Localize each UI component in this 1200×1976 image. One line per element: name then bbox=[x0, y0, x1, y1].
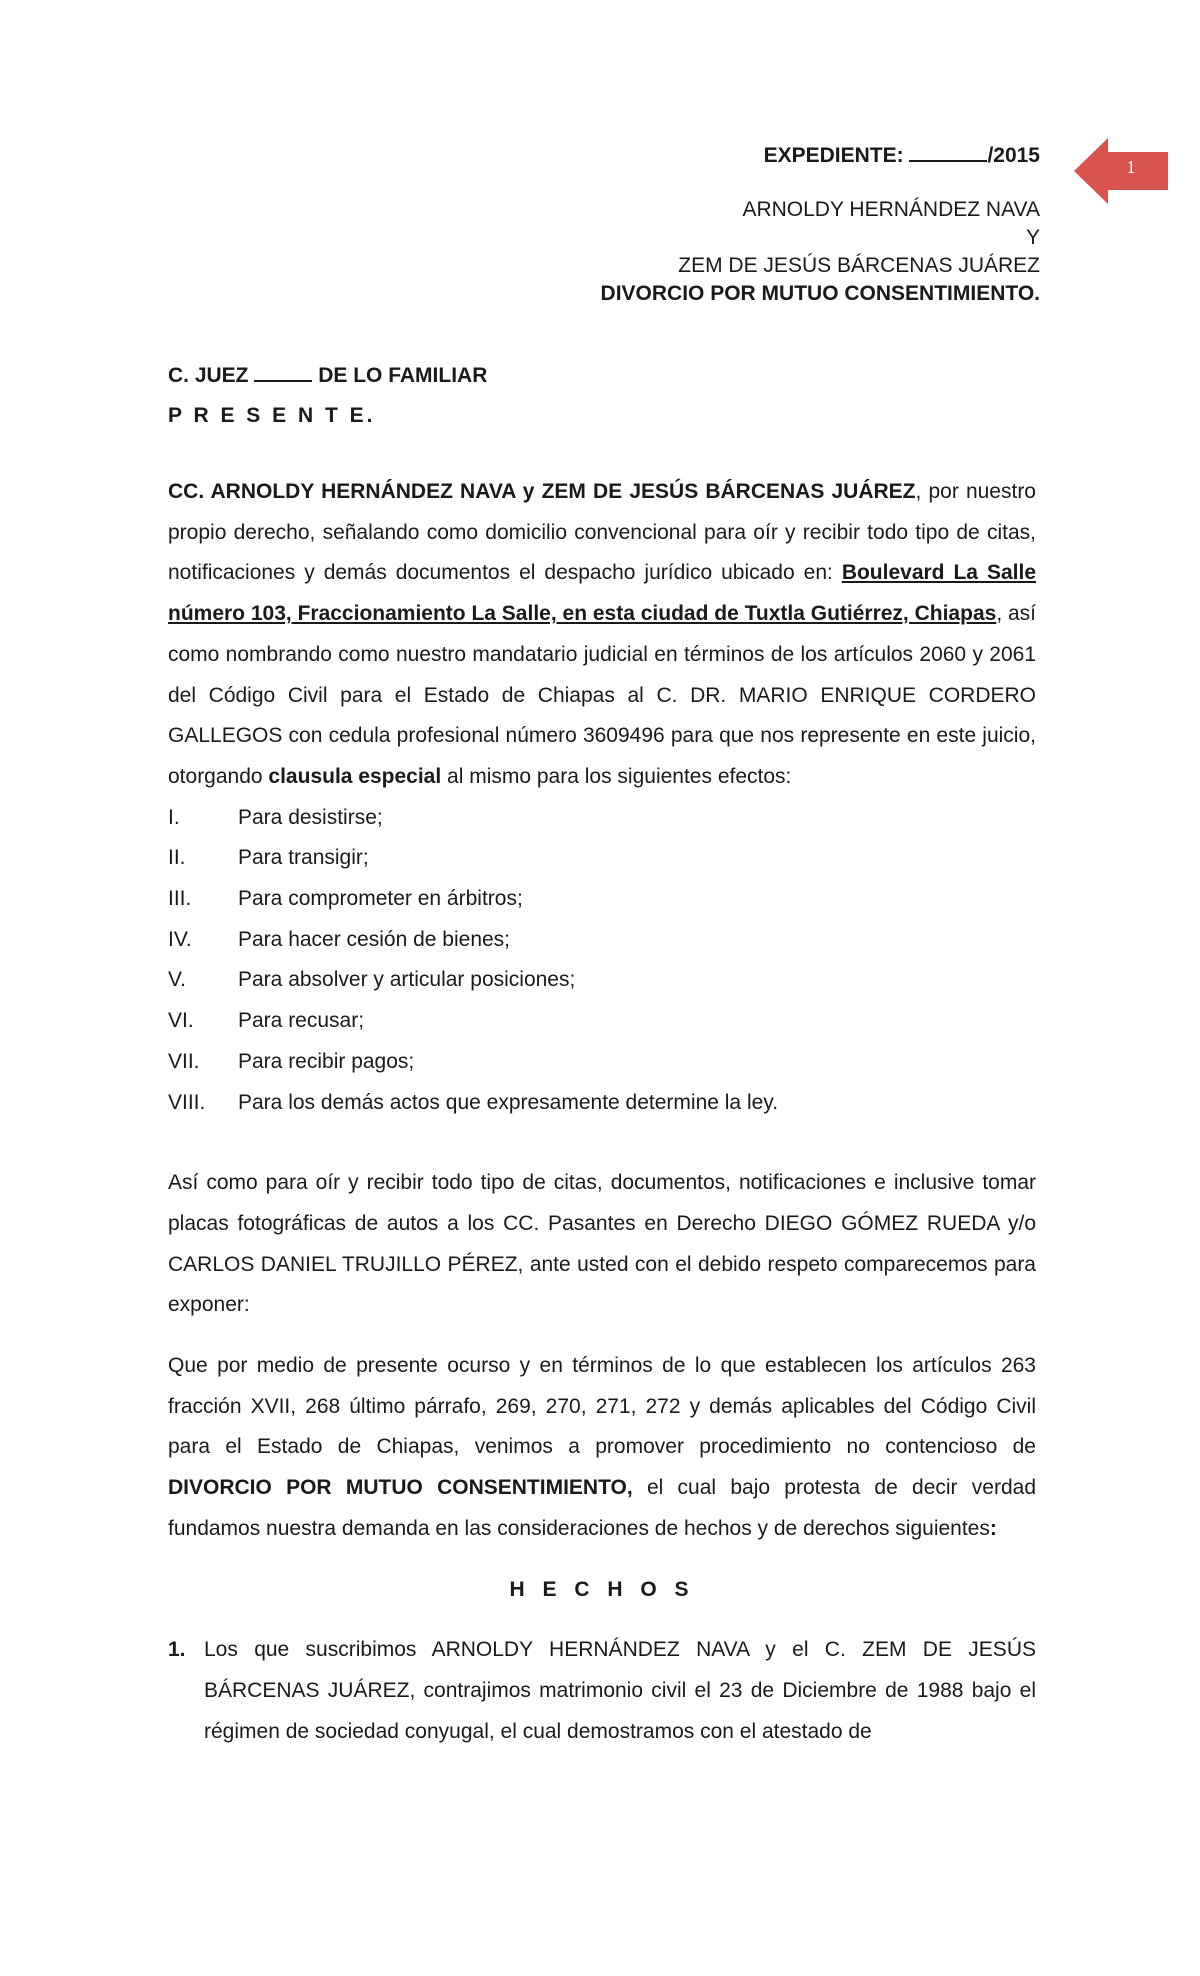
list-item bbox=[168, 798, 1036, 839]
expediente-label: EXPEDIENTE: bbox=[763, 144, 904, 167]
intro-text-1: , por nuestro propio derecho, señalando como domicilio convencional para oír y recibir todo tipo de citas, notificaciones y demás documentos el despacho jurídico ubicado en: bbox=[168, 480, 1036, 585]
party-conjunction: Y bbox=[1025, 226, 1040, 249]
list-number: VIII. bbox=[168, 1090, 206, 1114]
list-number: V. bbox=[168, 968, 186, 992]
petition-colon: : bbox=[989, 1516, 997, 1540]
presente-line: P R E S E N T E. bbox=[168, 404, 376, 427]
case-type: DIVORCIO POR MUTUO CONSENTIMIENTO. bbox=[600, 282, 1040, 305]
list-text: Para recibir pagos; bbox=[238, 1049, 415, 1073]
hecho-text: Los que suscribimos ARNOLDY HERNÁNDEZ NAVA y el C. ZEM DE JESÚS BÁRCENAS JUÁREZ, contrajimos matrimonio civil el 23 de Diciembre de 1988 bajo el régimen de sociedad conyugal, el cual demostramos con el atestado de bbox=[204, 1638, 1036, 1743]
judge-label: C. JUEZ bbox=[168, 364, 249, 387]
list-text: Para los demás actos que expresamente determine la ley. bbox=[238, 1090, 779, 1114]
list-text: Para comprometer en árbitros; bbox=[238, 887, 523, 911]
paragraph-interns: Así como para oír y recibir todo tipo de citas, documentos, notificaciones e inclusive tomar placas fotográficas de autos a los CC. Pasantes en Derecho DIEGO GÓMEZ RUEDA y/o CARLOS DANIEL TRUJILLO PÉREZ, ante usted con el debido respeto comparecemos para exponer: bbox=[168, 1171, 1036, 1317]
paragraph-intro bbox=[168, 472, 1036, 798]
list-number: VI. bbox=[168, 1009, 194, 1033]
hecho-item bbox=[168, 1630, 1036, 1752]
list-number: II. bbox=[168, 846, 186, 870]
expediente-year: /2015 bbox=[987, 144, 1040, 167]
list-item bbox=[168, 920, 1036, 961]
petitioners-names: CC. ARNOLDY HERNÁNDEZ NAVA y ZEM DE JESÚS BÁRCENAS JUÁREZ bbox=[168, 480, 916, 503]
document-body bbox=[168, 472, 1036, 1752]
petition-text-2: el cual bajo protesta de decir verdad fundamos nuestra demanda en las consideraciones de hechos y de derechos siguientes bbox=[168, 1476, 1036, 1540]
list-number: I. bbox=[168, 805, 180, 829]
section-title-hechos: H E C H O S bbox=[509, 1577, 695, 1601]
list-text: Para transigir; bbox=[238, 846, 369, 870]
addressee-judge bbox=[168, 356, 487, 396]
list-text: Para hacer cesión de bienes; bbox=[238, 927, 511, 951]
petition-text-1: Que por medio de presente ocurso y en términos de lo que establecen los artículos 263 fracción XVII, 268 último párrafo, 269, 270, 271, 272 y demás aplicables del Código Civil para el Estado de Chiapas, venimos a promover procedimiento no contencioso de bbox=[168, 1354, 1036, 1459]
list-text: Para recusar; bbox=[238, 1009, 365, 1033]
paragraph-petition bbox=[168, 1346, 1036, 1550]
expediente-line bbox=[440, 140, 1040, 170]
list-item bbox=[168, 960, 1036, 1001]
addressee bbox=[168, 356, 487, 436]
page-number-marker bbox=[1074, 138, 1168, 204]
case-header bbox=[440, 140, 1040, 308]
list-item bbox=[168, 838, 1036, 879]
list-number: III. bbox=[168, 887, 192, 911]
list-text: Para absolver y articular posiciones; bbox=[238, 968, 576, 992]
petition-type: DIVORCIO POR MUTUO CONSENTIMIENTO, bbox=[168, 1476, 633, 1500]
party-1: ARNOLDY HERNÁNDEZ NAVA bbox=[742, 198, 1040, 221]
address: Boulevard La Salle número 103, Fraccionamiento La Salle, en esta ciudad de Tuxtla Gutiérrez, Chiapas bbox=[168, 561, 1036, 626]
list-item bbox=[168, 1042, 1036, 1083]
spacer bbox=[168, 1326, 1036, 1346]
list-item bbox=[168, 879, 1036, 920]
list-item bbox=[168, 1001, 1036, 1042]
list-text: Para desistirse; bbox=[238, 805, 383, 829]
powers-list bbox=[168, 798, 1036, 1124]
list-number: IV. bbox=[168, 927, 192, 951]
intro-text-3: al mismo para los siguientes efectos: bbox=[441, 764, 792, 788]
page-number: 1 bbox=[1126, 157, 1136, 177]
list-number: VII. bbox=[168, 1049, 200, 1073]
hecho-number: 1. bbox=[168, 1638, 186, 1662]
expediente-blank bbox=[909, 140, 987, 162]
court-label: DE LO FAMILIAR bbox=[318, 364, 488, 387]
judge-blank bbox=[254, 360, 312, 382]
list-item bbox=[168, 1083, 1036, 1124]
special-clause: clausula especial bbox=[268, 764, 442, 788]
spacer bbox=[168, 1123, 1036, 1163]
party-2: ZEM DE JESÚS BÁRCENAS JUÁREZ bbox=[678, 254, 1040, 277]
intro-text-2: , así como nombrando como nuestro mandatario judicial en términos de los artículos 2060 y 2061 del Código Civil para el Estado de Chiapas al C. DR. MARIO ENRIQUE CORDERO GALLEGOS con cedula profesional número 3609496 para que nos represente en este juicio, otorgando bbox=[168, 602, 1037, 788]
